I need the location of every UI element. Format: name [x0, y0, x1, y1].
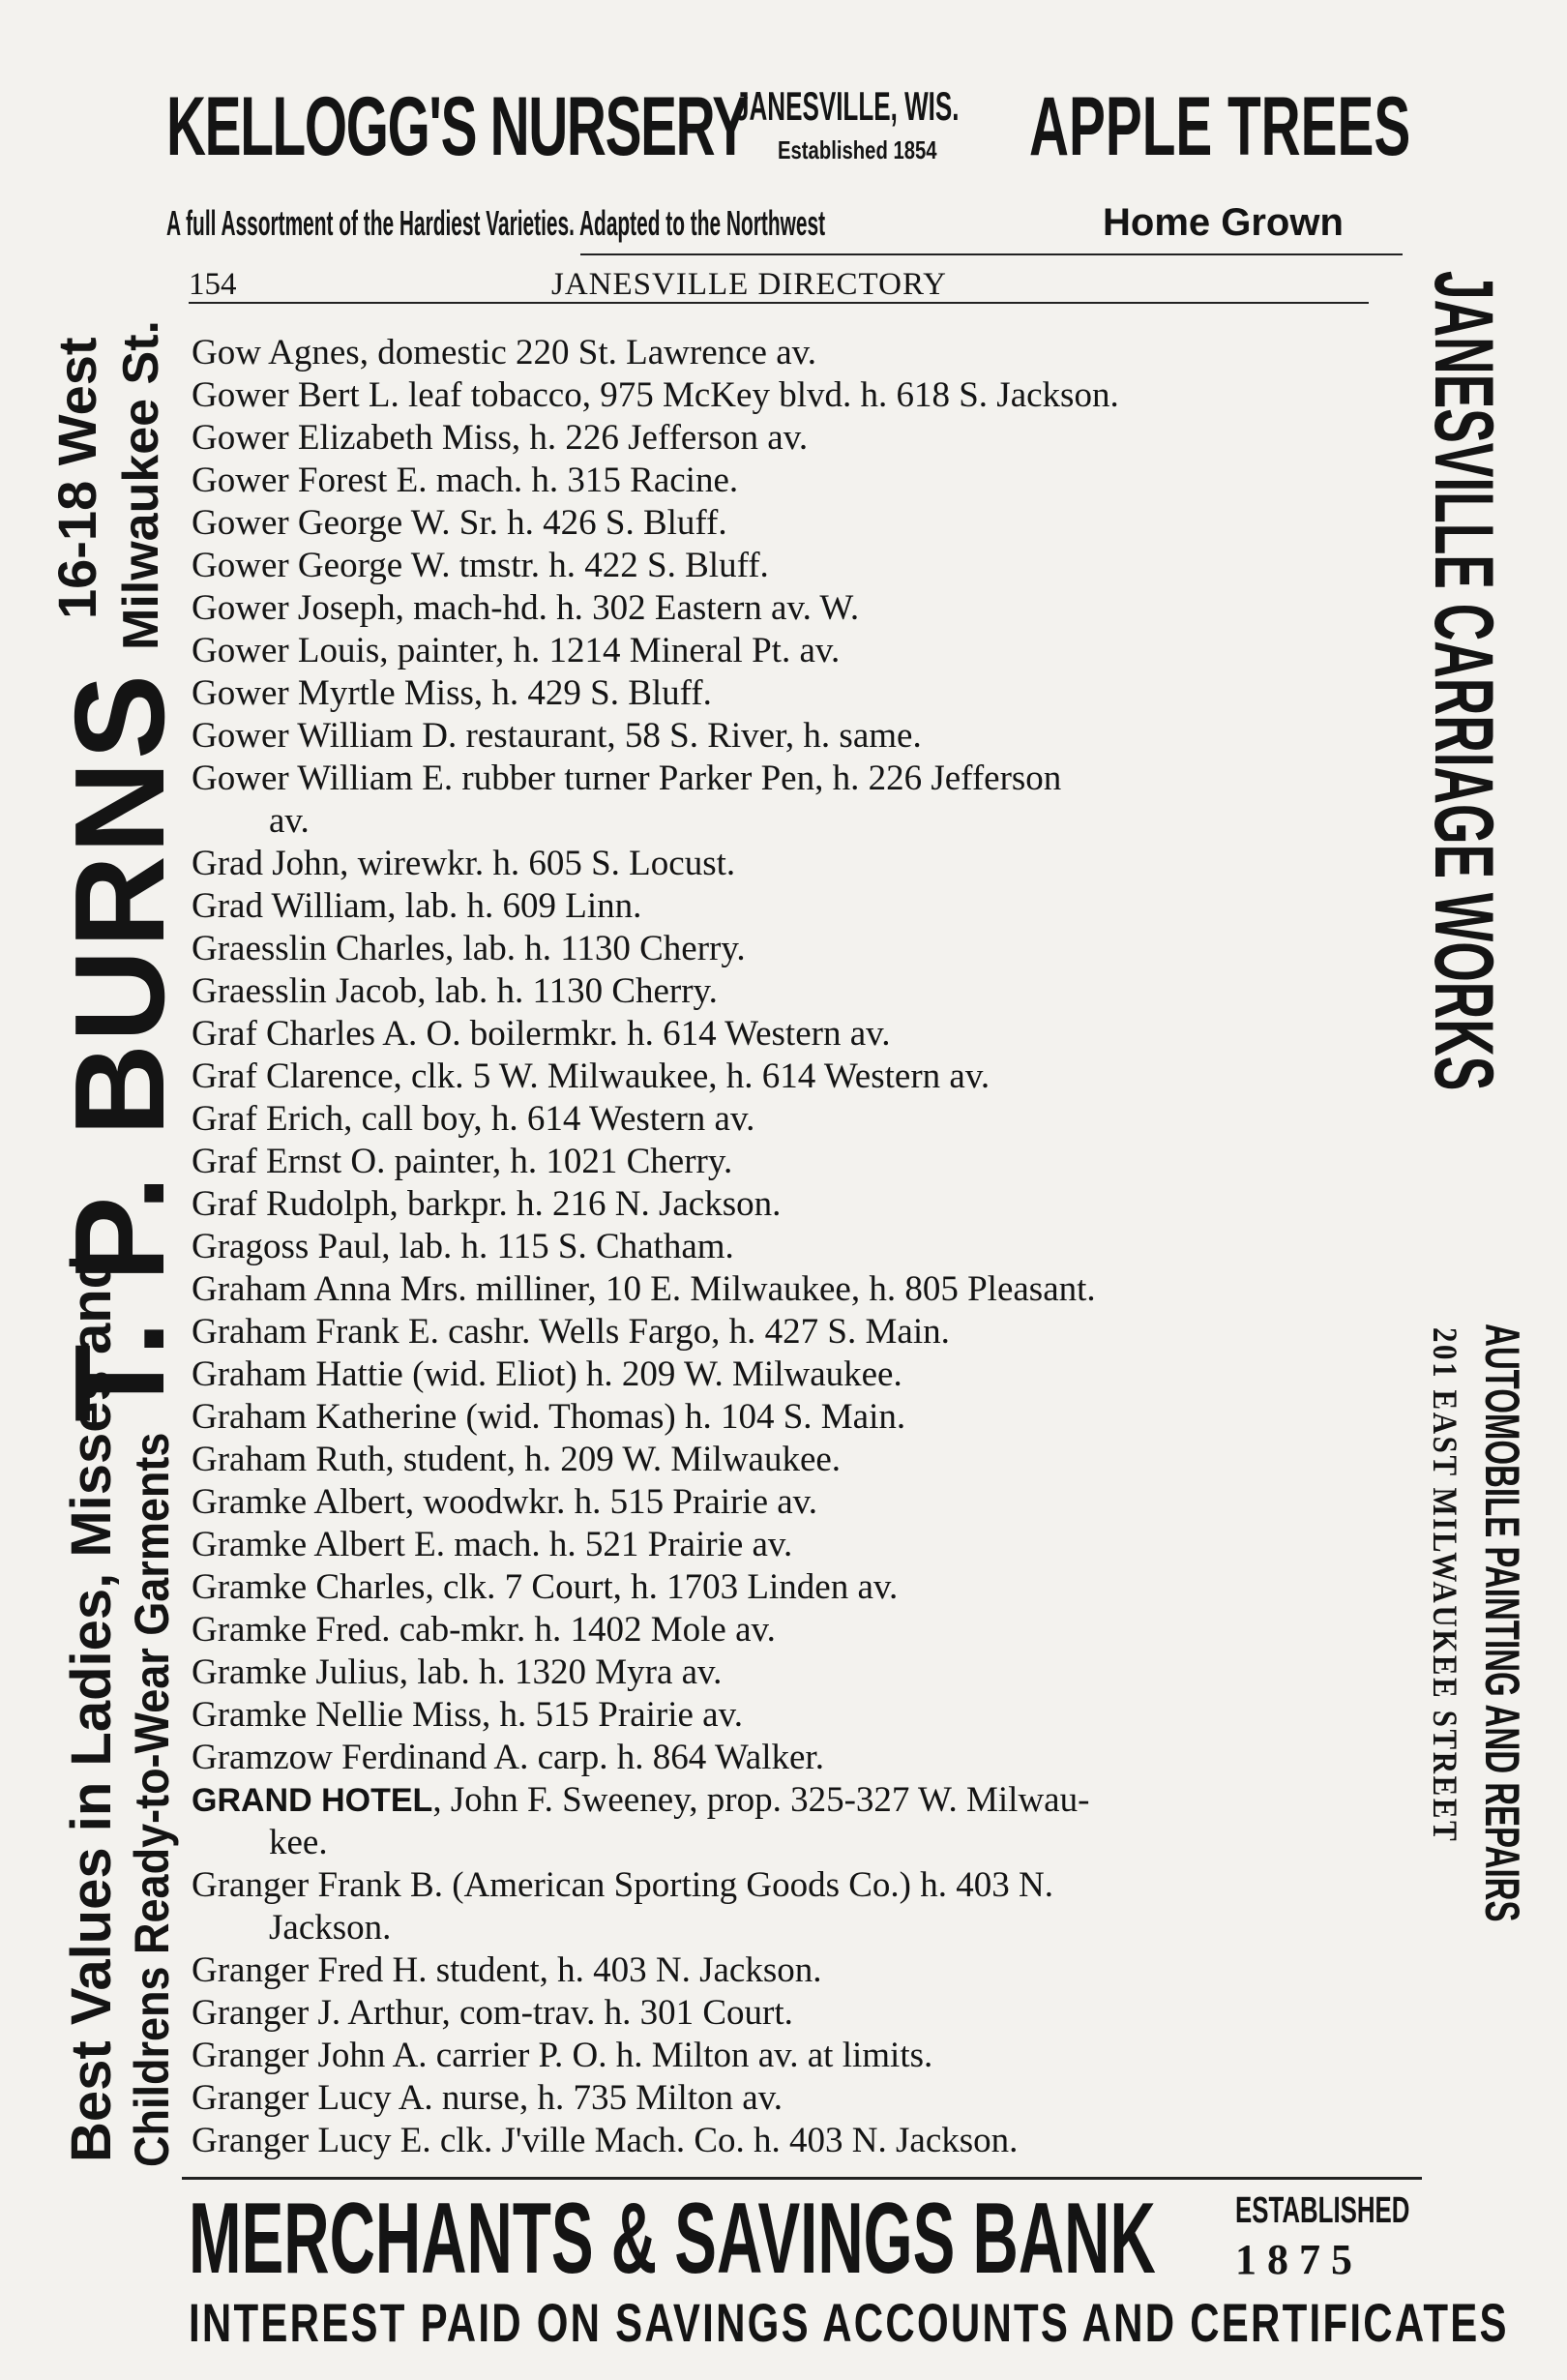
page-number: 154 — [189, 267, 237, 302]
directory-entry: Gower Myrtle Miss, h. 429 S. Bluff. — [192, 673, 712, 713]
directory-entry: Gramzow Ferdinand A. carp. h. 864 Walker. — [192, 1738, 824, 1777]
directory-entry: Graf Charles A. O. boilermkr. h. 614 Western av. — [192, 1014, 891, 1054]
directory-entry: Graesslin Charles, lab. h. 1130 Cherry. — [192, 929, 746, 968]
directory-entry: Granger J. Arthur, com-trav. h. 301 Court. — [192, 1993, 793, 2033]
directory-entry: Gramke Albert, woodwkr. h. 515 Prairie av. — [192, 1482, 818, 1522]
page-header — [189, 261, 1369, 300]
directory-entry: Gower Forest E. mach. h. 315 Racine. — [192, 461, 739, 500]
directory-entry — [192, 758, 1391, 843]
bank-name: MERCHANTS & SAVINGS BANK — [189, 2183, 1156, 2295]
directory-entry: Gower Bert L. leaf tobacco, 975 McKey blvd. h. 618 S. Jackson. — [192, 375, 1119, 415]
directory-entry: Graham Katherine (wid. Thomas) h. 104 S. Main. — [192, 1397, 906, 1437]
directory-entry: Gramke Charles, clk. 7 Court, h. 1703 Linden av. — [192, 1567, 899, 1607]
directory-entry: Gower Louis, painter, h. 1214 Mineral Pt. av. — [192, 631, 841, 670]
nursery-home-grown: Home Grown — [1103, 201, 1344, 244]
directory-entry: Gramke Julius, lab. h. 1320 Myra av. — [192, 1652, 723, 1692]
top-advertisement — [166, 77, 1414, 252]
directory-entry: Graf Clarence, clk. 5 W. Milwaukee, h. 614 Western av. — [192, 1056, 990, 1096]
right-ad-address: 201 EAST MILWAUKEE STREET — [1426, 1327, 1464, 1844]
nursery-name: KELLOGG'S NURSERY — [166, 80, 748, 173]
directory-entries — [192, 332, 1391, 2162]
left-ad-values-line: Best Values in Ladies, Misses and — [60, 1254, 123, 2162]
directory-entry: Grad William, lab. h. 609 Linn. — [192, 886, 642, 926]
directory-entry: Granger Fred H. student, h. 403 N. Jackson. — [192, 1950, 822, 1990]
top-rule — [580, 253, 1403, 255]
left-ad-address-line1: 16-18 West — [46, 337, 107, 619]
entry-business-name: GRAND HOTEL — [192, 1782, 433, 1819]
directory-entry: Graham Ruth, student, h. 209 W. Milwaukee. — [192, 1440, 842, 1479]
bottom-rule — [182, 2177, 1422, 2180]
directory-entry: Gower Joseph, mach-hd. h. 302 Eastern av. W. — [192, 588, 860, 628]
directory-entry: Grad John, wirewkr. h. 605 S. Locust. — [192, 844, 736, 883]
bottom-advertisement — [189, 2183, 1509, 2353]
bank-established-year: 1875 — [1235, 2236, 1363, 2283]
directory-entry-grand-hotel — [192, 1779, 1391, 1864]
directory-entry: Gower Elizabeth Miss, h. 226 Jefferson av. — [192, 418, 809, 458]
left-ad-store-name: T. P. BURNS — [48, 671, 191, 1422]
directory-entry — [192, 1864, 1391, 1949]
entry-text: , John F. Sweeney, prop. 325-327 W. Milwau- — [432, 1780, 1090, 1820]
entry-continuation: Jackson. — [269, 1908, 392, 1948]
directory-entry: Gower George W. Sr. h. 426 S. Bluff. — [192, 503, 727, 543]
directory-entry: Gow Agnes, domestic 220 St. Lawrence av. — [192, 333, 816, 372]
header-rule — [189, 302, 1369, 304]
directory-entry: Gramke Albert E. mach. h. 521 Prairie av. — [192, 1525, 793, 1564]
nursery-established: Established 1854 — [778, 135, 937, 164]
nursery-tagline: A full Assortment of the Hardiest Varieties. Adapted to the Northwest — [166, 203, 826, 243]
left-ad-address-line2: Milwaukee St. — [113, 320, 169, 650]
entry-continuation: kee. — [269, 1823, 328, 1862]
directory-entry: Graham Hattie (wid. Eliot) h. 209 W. Milwaukee. — [192, 1354, 902, 1394]
directory-entry: Graham Frank E. cashr. Wells Fargo, h. 427 S. Main. — [192, 1312, 950, 1352]
directory-entry: Gragoss Paul, lab. h. 115 S. Chatham. — [192, 1227, 734, 1266]
directory-entry: Granger Lucy E. clk. J'ville Mach. Co. h. 403 N. Jackson. — [192, 2121, 1019, 2160]
bank-established-label: ESTABLISHED — [1235, 2190, 1410, 2231]
nursery-city: JANESVILLE, WIS. — [735, 83, 960, 129]
bank-interest-line: INTEREST PAID ON SAVINGS ACCOUNTS AND CERTIFICATES — [189, 2292, 1509, 2353]
directory-entry: Granger Lucy A. nurse, h. 735 Milton av. — [192, 2078, 784, 2118]
directory-entry: Gower William D. restaurant, 58 S. River, h. same. — [192, 716, 922, 756]
directory-entry: Gramke Nellie Miss, h. 515 Prairie av. — [192, 1695, 743, 1735]
directory-entry: Graham Anna Mrs. milliner, 10 E. Milwaukee, h. 805 Pleasant. — [192, 1269, 1096, 1309]
directory-entry: Graesslin Jacob, lab. h. 1130 Cherry. — [192, 971, 718, 1011]
directory-entry: Graf Erich, call boy, h. 614 Western av. — [192, 1099, 755, 1139]
left-ad-garments-line: Childrens Ready-to-Wear Garments — [125, 1432, 179, 2167]
right-ad-services: AUTOMOBILE PAINTING AND REPAIRS — [1475, 1324, 1529, 1922]
entry-text: Granger Frank B. (American Sporting Goods Co.) h. 403 N. — [192, 1865, 1053, 1905]
right-ad-business-name: JANESVILLE CARRIAGE WORKS — [1417, 271, 1510, 1091]
directory-title: JANESVILLE DIRECTORY — [551, 267, 947, 302]
entry-text: Gower William E. rubber turner Parker Pen, h. 226 Jefferson — [192, 759, 1062, 798]
entry-continuation: av. — [269, 801, 310, 841]
directory-entry: Graf Rudolph, barkpr. h. 216 N. Jackson. — [192, 1184, 782, 1224]
directory-entry: Graf Ernst O. painter, h. 1021 Cherry. — [192, 1142, 733, 1181]
directory-entry: Gower George W. tmstr. h. 422 S. Bluff. — [192, 546, 769, 585]
directory-entry: Gramke Fred. cab-mkr. h. 1402 Mole av. — [192, 1610, 776, 1650]
nursery-product: APPLE TREES — [1029, 80, 1411, 173]
directory-entry: Granger John A. carrier P. O. h. Milton av. at limits. — [192, 2036, 933, 2075]
